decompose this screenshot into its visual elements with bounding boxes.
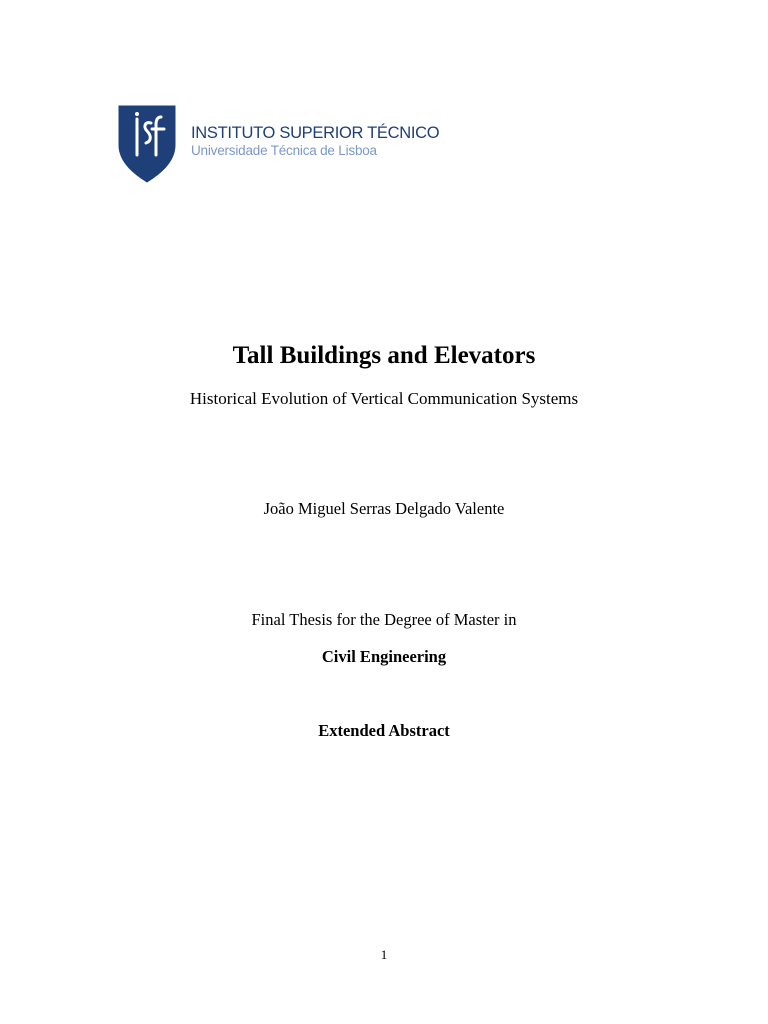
document-type: Extended Abstract [318, 721, 450, 740]
degree-field: Civil Engineering [321, 647, 447, 666]
page-number: 1 [380, 947, 388, 962]
degree-line: Final Thesis for the Degree of Master in [251, 610, 517, 629]
university-name: Universidade Técnica de Lisboa [191, 143, 377, 158]
document-subtitle: Historical Evolution of Vertical Communication Systems [189, 389, 579, 408]
document-title: Tall Buildings and Elevators [232, 342, 536, 369]
institution-name: INSTITUTO SUPERIOR TÉCNICO [191, 124, 440, 142]
institution-logo [118, 105, 440, 185]
author-name: João Miguel Serras Delgado Valente [263, 499, 505, 518]
ist-shield-logo [118, 105, 176, 183]
logo-wordmark [191, 124, 439, 158]
